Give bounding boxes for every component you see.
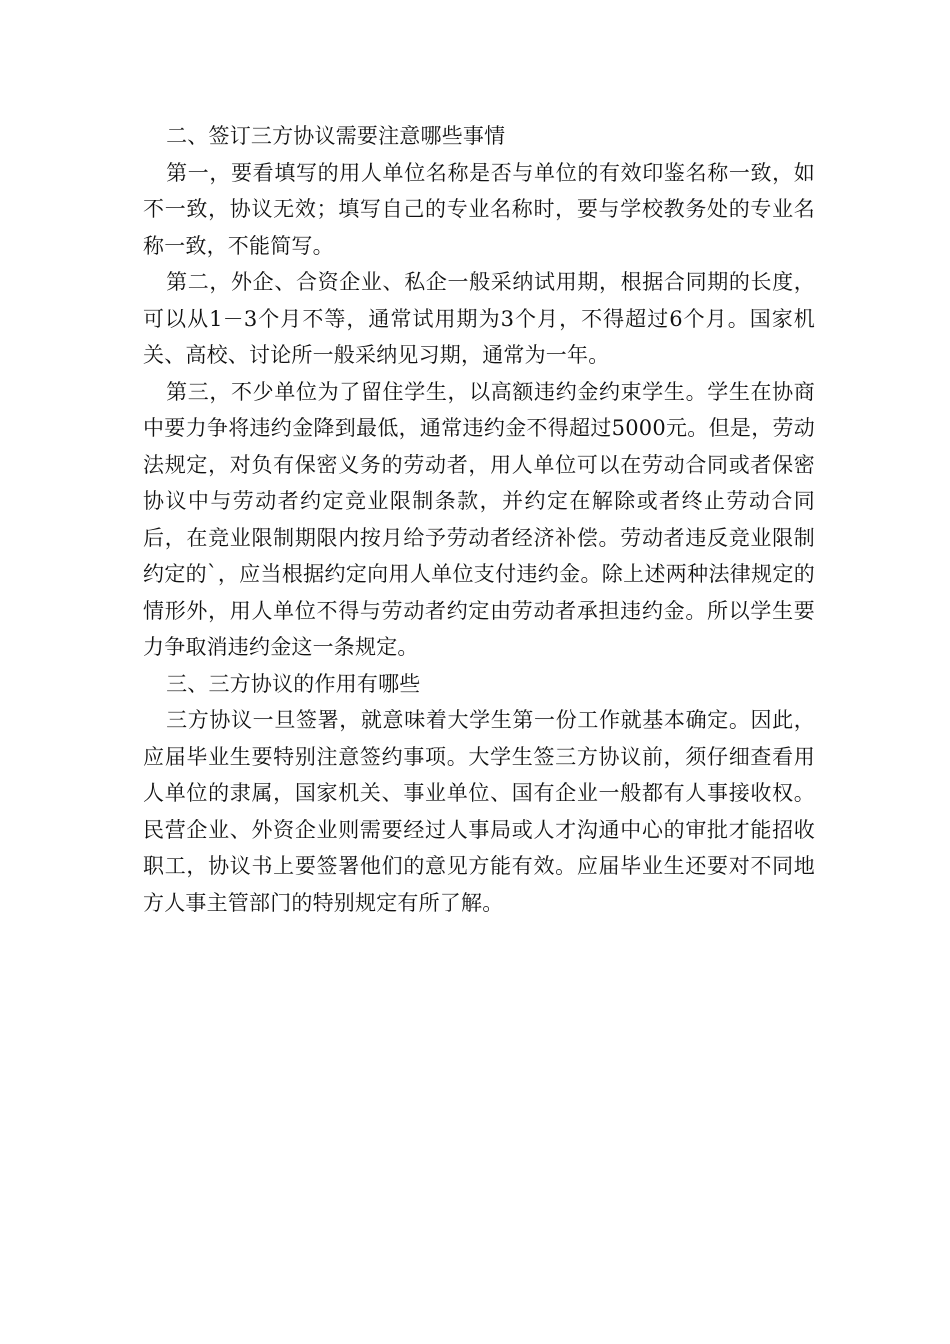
document-body (143, 118, 815, 921)
paragraph-second: 第二，外企、合资企业、私企一般采纳试用期，根据合同期的长度，可以从1－3个月不等，通常试用期为3个月，不得超过6个月。国家机关、高校、讨论所一般采纳见习期，通常为一年。 (143, 270, 815, 367)
section-heading-2: 二、签订三方协议需要注意哪些事情 (166, 124, 506, 148)
section-heading-3: 三、三方协议的作用有哪些 (166, 671, 421, 696)
paragraph-agreement-effect: 三方协议一旦签署，就意味着大学生第一份工作就基本确定。因此，应届毕业生要特别注意签约事项。大学生签三方协议前，须仔细查看用人单位的隶属，国家机关、事业单位、国有企业一般都有人事接收权。民营企业、外资企业则需要经过人事局或人才沟通中心的审批才能招收职工，协议书上要签署他们的意见方能有效。应届毕业生还要对不同地方人事主管部门的特别规定有所了解。 (143, 708, 815, 915)
paragraph-third: 第三，不少单位为了留住学生，以高额违约金约束学生。学生在协商中要力争将违约金降到最低，通常违约金不得超过5000元。但是，劳动法规定，对负有保密义务的劳动者，用人单位可以在劳动合同或者保密协议中与劳动者约定竞业限制条款，并约定在解除或者终止劳动合同后，在竞业限制期限内按月给予劳动者经济补偿。劳动者违反竞业限制约定的`，应当根据约定向用人单位支付违约金。除上述两种法律规定的情形外，用人单位不得与劳动者约定由劳动者承担违约金。所以学生要力争取消违约金这一条规定。 (143, 379, 815, 659)
paragraph-first: 第一，要看填写的用人单位名称是否与单位的有效印鉴名称一致，如不一致，协议无效；填写自己的专业名称时，要与学校教务处的专业名称一致，不能简写。 (143, 160, 815, 258)
